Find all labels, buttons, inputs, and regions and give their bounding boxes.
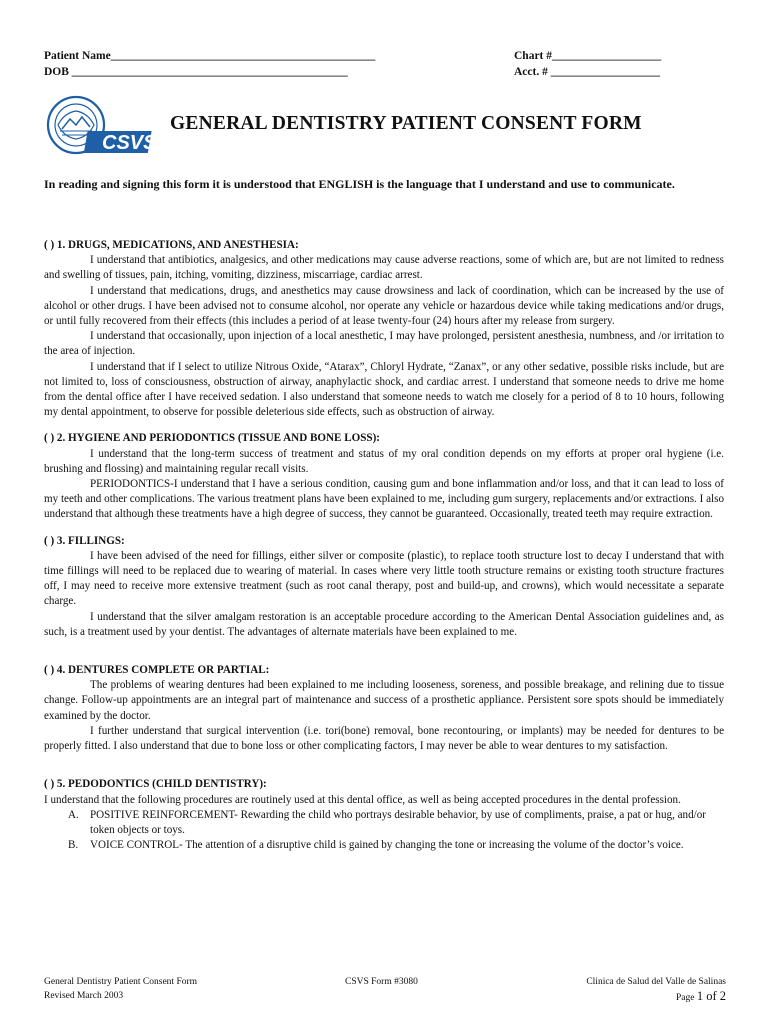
footer-revision: Revised March 2003: [44, 991, 124, 1001]
footer-left: [44, 975, 197, 1003]
footer-form-number: CSVS Form #3080: [345, 977, 418, 987]
list-item-text: VOICE CONTROL- The attention of a disruptive child is gained by changing the tone or increasing the volume of the doctor’s voice.: [90, 839, 684, 852]
language-statement: In reading and signing this form it is understood that ENGLISH is the language that I understand and use to communicate.: [44, 177, 675, 191]
section-paragraph: I have been advised of the need for fillings, either silver or composite (plastic), to replace tooth structure lost to decay I understand that with time fillings will need to be replaced due to wearing of material. In cases where very little tooth structure remains or existing tooth structure fractures off, I may need to receive more extensive treatment (such as root canal therapy, post and build-up, and crowns), which would necessitate a separate charge.: [44, 549, 724, 608]
section-heading: ( ) 5. PEDODONTICS (CHILD DENTISTRY):: [44, 778, 267, 791]
footer-center: [345, 975, 418, 989]
section-paragraph: I further understand that surgical intervention (i.e. tori(bone) removal, bone recontouring, or implants) may be needed for dentures to be properly fitted. I also understand that due to bone loss or other complicating factors, I may never be able to wear dentures to my satisfaction.: [44, 724, 724, 753]
form-body: [44, 238, 724, 853]
procedure-list: [44, 808, 724, 854]
section-paragraph: The problems of wearing dentures had been explained to me including looseness, soreness, and possible breakage, and relining due to tissue change. Follow-up appointments are an integral part of maintenance and success of a prosthetic appliance. Persistent sore spots should be immediately examined by the doctor.: [44, 679, 724, 722]
section-heading: ( ) 4. DENTURES COMPLETE OR PARTIAL:: [44, 664, 270, 677]
section-drugs-medications: [44, 238, 724, 420]
list-item: [44, 808, 724, 838]
logo-text: CSVS: [102, 132, 157, 154]
section-paragraph: I understand that if I select to utilize Nitrous Oxide, “Atarax”, Chloryl Hydrate, “Zanax”, or any other sedative, possible risks include, but are not limited to, loss of consciousness, obstruction of airway, anaphylactic shock, and cardiac arrest. I understand that someone needs to drive me home from the dental office after I have received sedation. I also understand that someone needs to watch me closely for a period of 8 to 10 hours, following my dental appointment, to observe for possible deleterious side effects, such as obstruction of airway.: [44, 360, 724, 419]
list-item: [44, 838, 724, 853]
list-item-letter: A.: [68, 808, 79, 821]
section-paragraph: I understand that medications, drugs, and anesthetics may cause drowsiness and lack of coordination, which can be increased by the use of alcohol or other drugs. I have been advised not to consume alcohol, nor operate any vehicle or hazardous device while taking medications and/or drugs, or until fully recovered from their effects (this includes a period of at lease twenty-four (24) hours after my release from surgery.: [44, 284, 724, 328]
section-heading: ( ) 3. FILLINGS:: [44, 534, 125, 547]
section-paragraph: I understand that occasionally, upon injection of a local anesthetic, I may have prolonged, persistent anesthesia, numbness, and /or irritation to the area of injection.: [44, 330, 724, 358]
footer-form-name: General Dentistry Patient Consent Form: [44, 977, 198, 987]
list-item-text: POSITIVE REINFORCEMENT- Rewarding the child who portrays desirable behavior, by use of compliments, praise, a pat or hug, and/or token objects or toys.: [90, 808, 706, 836]
section-dentures: [44, 663, 724, 754]
section-fillings: [44, 534, 724, 640]
footer-clinic-name: Clinica de Salud del Valle de Salinas: [586, 977, 726, 987]
dob-field: DOB ________________________________________________: [44, 66, 348, 78]
section-paragraph: I understand that antibiotics, analgesics, and other medications may cause adverse reactions, some of which are, but are not limited to redness and swelling of tissues, pain, itching, vomiting, dizziness, miscarriage, cardiac arrest.: [44, 254, 724, 282]
page-number: Page 1 of 2: [675, 989, 726, 1003]
csvs-logo: [44, 95, 164, 157]
section-hygiene-periodontics: [44, 431, 724, 522]
footer-right: [540, 975, 726, 1005]
section-heading: ( ) 1. DRUGS, MEDICATIONS, AND ANESTHESIA:: [44, 239, 299, 251]
section-paragraph: PERIODONTICS-I understand that I have a serious condition, causing gum and bone inflammation and/or loss, and that it can lead to loss of my teeth and other complications. The various treatment plans have been explained to me, including gum surgery, replacements and/or extractions. I also understand that although these treatments have a high degree of success, they cannot be guaranteed. Occasionally, treated teeth may require extraction.: [44, 478, 724, 521]
section-paragraph: I understand that the long-term success of treatment and status of my oral condition depends on my efforts at proper oral hygiene (i.e. brushing and flossing) and maintaining regular recall visits.: [44, 447, 724, 475]
section-heading: ( ) 2. HYGIENE AND PERIODONTICS (TISSUE AND BONE LOSS):: [44, 432, 380, 445]
list-item-letter: B.: [68, 839, 79, 852]
section-paragraph: I understand that the following procedures are routinely used at this dental office, as well as being accepted procedures in the dental profession.: [44, 793, 681, 806]
patient-name-field: Patient Name______________________________________________: [44, 50, 376, 62]
chart-number-field: Chart #___________________: [514, 50, 662, 62]
section-pedodontics: [44, 777, 724, 853]
form-title: GENERAL DENTISTRY PATIENT CONSENT FORM: [170, 113, 642, 134]
section-paragraph: I understand that the silver amalgam restoration is an acceptable procedure according to the American Dental Association guidelines and, as such, is a treatment used by your dentist. The advantages of alternate materials have been explained to me.: [44, 610, 724, 638]
account-number-field: Acct. # ___________________: [514, 66, 660, 78]
